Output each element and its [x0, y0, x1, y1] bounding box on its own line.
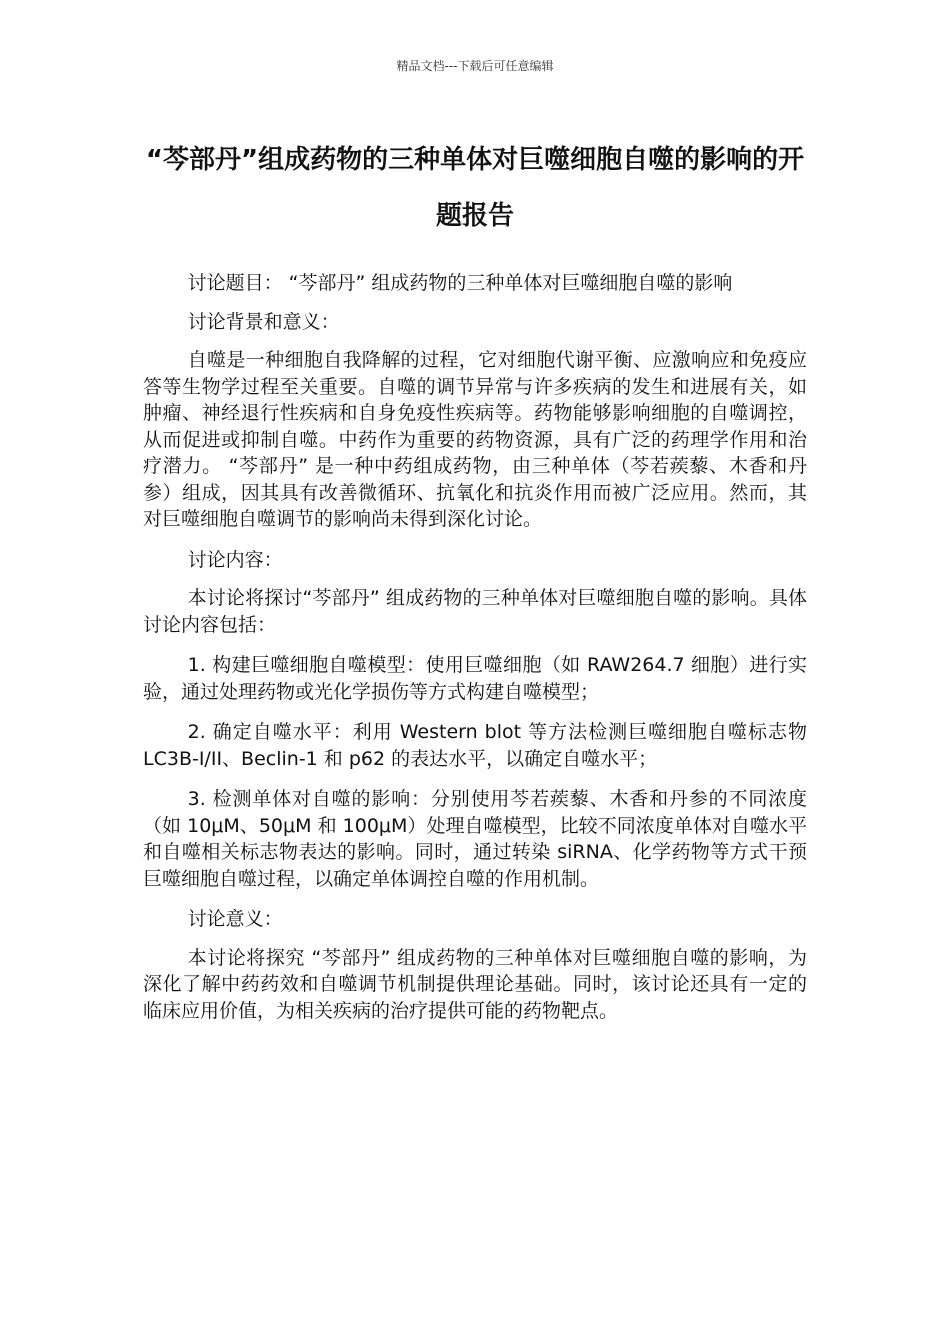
content-item-3: 3. 检测单体对自噬的影响：分别使用芩若蒺藜、木香和丹参的不同浓度（如 10μM、50μM 和 100μM）处理自噬模型，比较不同浓度单体对自噬水平和自噬相关标志物表达的影响。同时，通过转染 siRNA、化学药物等方式干预巨噬细胞自噬过程，以确定单体调控自噬的作用机制。: [143, 788, 807, 890]
background-paragraph: 自噬是一种细胞自我降解的过程，它对细胞代谢平衡、应激响应和免疫应答等生物学过程至关重要。自噬的调节异常与许多疾病的发生和进展有关，如肿瘤、神经退行性疾病和自身免疫性疾病等。药物能够影响细胞的自噬调控，从而促进或抑制自噬。中药作为重要的药物资源，具有广泛的药理学作用和治疗潜力。 “芩部丹” 是一种中药组成药物，由三种单体（芩若蒺藜、木香和丹参）组成，因其具有改善微循环、抗氧化和抗炎作用而被广泛应用。然而，其对巨噬细胞自噬调节的影响尚未得到深化讨论。: [143, 349, 807, 530]
significance-paragraph: 本讨论将探究 “芩部丹” 组成药物的三种单体对巨噬细胞自噬的影响，为深化了解中药药效和自噬调节机制提供理论基础。同时，该讨论还具有一定的临床应用价值，为相关疾病的治疗提供可能的药物靶点。: [143, 946, 807, 1022]
content-intro-paragraph: 本讨论将探讨“芩部丹” 组成药物的三种单体对巨噬细胞自噬的影响。具体讨论内容包括：: [143, 587, 807, 636]
document-body: [143, 270, 807, 1038]
page-header-note: 精品文档---下载后可任意编辑: [396, 59, 554, 73]
content-heading: 讨论内容：: [187, 548, 283, 571]
background-heading: 讨论背景和意义：: [187, 310, 340, 333]
content-item-1: 1. 构建巨噬细胞自噬模型：使用巨噬细胞（如 RAW264.7 细胞）进行实验，通过处理药物或光化学损伤等方式构建自噬模型；: [143, 654, 807, 703]
content-item-2: 2. 确定自噬水平：利用 Western blot 等方法检测巨噬细胞自噬标志物 LC3B-I/II、Beclin-1 和 p62 的表达水平，以确定自噬水平；: [143, 721, 807, 770]
document-title: “芩部丹”组成药物的三种单体对巨噬细胞自噬的影响的开题报告: [145, 145, 805, 231]
significance-heading: 讨论意义：: [187, 908, 283, 930]
topic-paragraph: 讨论题目： “芩部丹” 组成药物的三种单体对巨噬细胞自噬的影响: [187, 272, 733, 294]
